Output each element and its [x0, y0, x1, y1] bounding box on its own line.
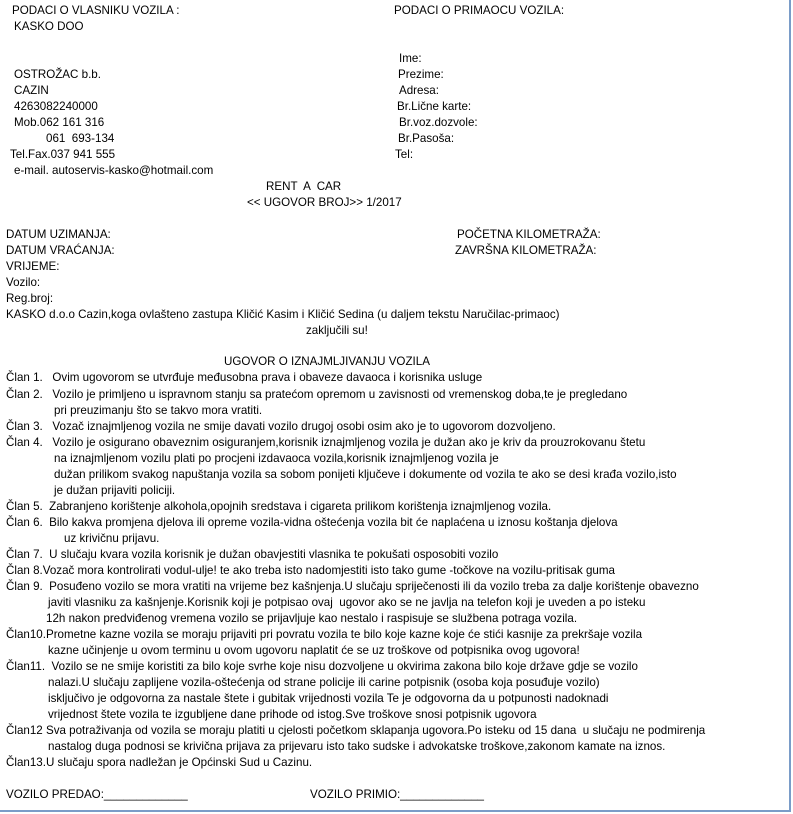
owner-company: KASKO DOO [14, 20, 84, 33]
article-11-cont-1: nalazi.U slučaju zaplijene vozila-oštećenja od strane policije ili carine potpisnik (osoba koja posuđuje vozilo) [48, 676, 600, 689]
article-11-cont-3: vrijednost štete vozila te izgubljene dane prihode od istog.Sve troškove snosi potpisnik ugovora [48, 708, 537, 721]
owner-address: OSTROŽAC b.b. [14, 68, 101, 81]
article-9: Član 9. Posuđeno vozilo se mora vratiti na vrijeme bez kašnjenja.U slučaju spriječenosti ili da vozilo treba za dalje korištenje obavezno [6, 580, 699, 593]
owner-id-number: 4263082240000 [14, 100, 98, 113]
receiver-field-id-card: Br.Lične karte: [397, 100, 472, 113]
owner-mobile: Mob.062 161 316 [14, 116, 105, 129]
owner-heading: PODACI O VLASNIKU VOZILA : [12, 4, 180, 17]
parties-concluded: zaključili su! [306, 324, 368, 337]
contract-heading: UGOVOR O IZNAJMLJIVANJU VOZILA [224, 355, 430, 368]
receiver-heading: PODACI O PRIMAOCU VOZILA: [394, 4, 565, 17]
article-11: Član11. Vozilo se ne smije koristiti za bilo koje svrhe koje nisu dozvoljene u okvirima zakona bilo koje države gdje se vozilo [6, 660, 638, 673]
article-10-cont: kazne učinjenje u ovom terminu u ovom ugovoru naplatit će se uz troškove od potpisnika ovog ugovora! [48, 644, 580, 657]
article-4: Član 4. Vozilo je osigurano obaveznim osiguranjem,korisnik iznajmljenog vozila je dužan ako je kriv da prouzrokovanu štetu [6, 436, 646, 449]
article-9-cont-1: javiti vlasniku za kašnjenje.Korisnik koji je potpisao ovaj ugovor ako se ne javlja na telefon koji je uveden a po isteku [48, 596, 646, 609]
article-13: Član13.U slučaju spora nadležan je Općinski Sud u Cazinu. [6, 756, 313, 769]
contract-number: << UGOVOR BROJ>> 1/2017 [247, 196, 402, 209]
received-signature: VOZILO PRIMIO:_____________ [310, 788, 485, 801]
receiver-field-phone: Tel: [395, 148, 414, 161]
start-mileage-label: POČETNA KILOMETRAŽA: [457, 228, 601, 241]
article-2-cont: pri preuzimanju što se takvo mora vratiti. [54, 404, 263, 417]
receiver-field-license: Br.voz.dozvole: [399, 116, 478, 129]
owner-city: CAZIN [14, 84, 49, 97]
owner-mobile-2: 061 693-134 [46, 132, 115, 145]
article-9-cont-2: 12h nakon predviđenog vremena vozilo se prijavljuje kao nestalo i raspisuje se službena potraga vozila. [46, 612, 578, 625]
parties-statement: KASKO d.o.o Cazin,koga ovlašteno zastupa Kličić Kasim i Kličić Sedina (u daljem tekstu Naručilac-primaoc) [6, 308, 560, 321]
article-4-cont-3: je dužan prijaviti policiji. [54, 484, 176, 497]
article-7: Član 7. U slučaju kvara vozila korisnik je dužan obavjestiti vlasnika te pokušati osposobiti vozilo [6, 548, 499, 561]
article-6-cont: uz krivičnu prijavu. [64, 532, 160, 545]
article-11-cont-2: isključivo je odgovorna za nastale štete i gubitak vrijednosti vozila Te je odgovorna da u potpunosti nadoknadi [48, 692, 609, 705]
date-taken-label: DATUM UZIMANJA: [6, 228, 111, 241]
owner-email: e-mail. autoservis-kasko@hotmail.com [14, 164, 214, 177]
end-mileage-label: ZAVRŠNA KILOMETRAŽA: [455, 244, 597, 257]
article-4-cont-2: dužan prilikom svakog napuštanja vozila sa sobom ponijeti ključeve i dokumente od vozila te ako se desi krađa vozilo,isto [54, 468, 677, 481]
owner-telfax: Tel.Fax.037 941 555 [10, 148, 116, 161]
receiver-field-address: Adresa: [399, 84, 439, 97]
handed-over-signature: VOZILO PREDAO:_____________ [6, 788, 188, 801]
date-returned-label: DATUM VRAĆANJA: [6, 244, 115, 257]
article-6: Član 6. Bilo kakva promjena djelova ili opreme vozila-vidna oštećenja vozila bit će naplaćena u iznosu koštanja djelova [6, 516, 618, 529]
article-5: Član 5. Zabranjeno korištenje alkohola,opojnih sredstava i cigareta prilikom korištenja iznajmljenog vozila. [6, 500, 552, 513]
receiver-field-surname: Prezime: [398, 68, 444, 81]
article-10: Član10.Prometne kazne vozila se moraju prijaviti pri povratu vozila te bilo koje kazne koje će stići kasnije za prekršaje vozila [6, 628, 643, 641]
article-3: Član 3. Vozač iznajmljenog vozila ne smije davati vozilo drugoj osobi osim ako je to ugovorom dozvoljeno. [6, 420, 556, 433]
article-2: Član 2. Vozilo je primljeno u ispravnom stanju sa pratećom opremom u zavisnosti od vremenskog doba,te je pregledano [6, 388, 628, 401]
rent-a-car-title: RENT A CAR [266, 180, 342, 193]
receiver-field-name: Ime: [399, 52, 422, 65]
article-12: Član12 Sva potraživanja od vozila se moraju platiti u cjelosti početkom sklapanja ugovora.Po isteku od 15 dana u slučaju ne podmirenja [6, 724, 706, 737]
article-1: Član 1. Ovim ugovorom se utvrđuje međusobna prava i obaveze davaoca i korisnika usluge [6, 371, 483, 384]
time-label: VRIJEME: [6, 260, 60, 273]
article-8: Član 8.Vozač mora kontrolirati vodul-ulje! te ako treba isto nadomjestiti isto tako gume -točkove na vozilu-pritisak guma [6, 564, 615, 577]
vehicle-label: Vozilo: [6, 276, 41, 289]
article-12-cont: nastalog duga podnosi se krivična prijava za prijevaru isto tako sudske i advokatske troškove,zakonom kamate na iznos. [48, 740, 666, 753]
registration-label: Reg.broj: [6, 292, 54, 305]
receiver-field-passport: Br.Pasoša: [398, 132, 455, 145]
article-4-cont-1: na iznajmljenom vozilu plati po procjeni izdavaoca vozila,korisnik iznajmljenog vozila je [54, 452, 499, 465]
